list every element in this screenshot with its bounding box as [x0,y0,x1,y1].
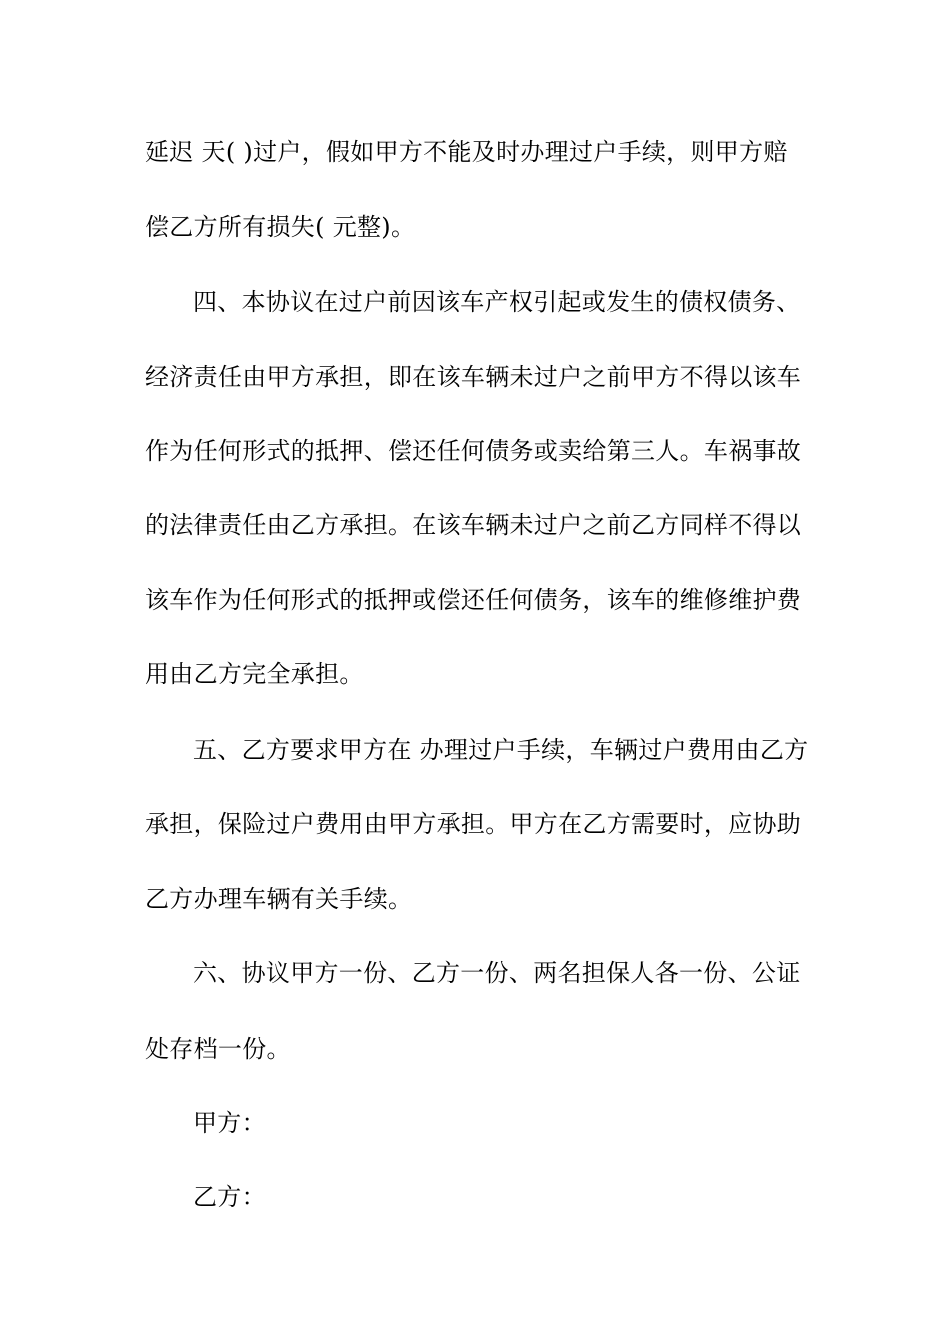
clause-four-line-2: 经济责任由甲方承担，即在该车辆未过户之前甲方不得以该车 [145,363,802,391]
clause-four-line-5: 该车作为任何形式的抵押或偿还任何债务，该车的维修维护费 [145,586,802,614]
clause-six-line-1: 六、协议甲方一份、乙方一份、两名担保人各一份、公证 [193,959,801,987]
clause-five-line-1: 五、乙方要求甲方在 办理过户手续，车辆过户费用由乙方 [193,736,809,764]
clause-five-line-3: 乙方办理车辆有关手续。 [145,885,413,913]
clause-four-line-3: 作为任何形式的抵押、偿还任何债务或卖给第三人。车祸事故 [145,437,802,465]
party-a-signature-label: 甲方： [193,1109,266,1137]
clause-four-line-4: 的法律责任由乙方承担。在该车辆未过户之前乙方同样不得以 [145,511,802,539]
text-line-2: 偿乙方所有损失( 元整)。 [145,213,416,241]
text-line-1: 延迟 天( )过户，假如甲方不能及时办理过户手续，则甲方赔 [145,138,788,166]
clause-five-line-2: 承担，保险过户费用由甲方承担。甲方在乙方需要时，应协助 [145,810,802,838]
clause-four-line-6: 用由乙方完全承担。 [145,660,364,688]
party-b-signature-label: 乙方： [193,1183,266,1211]
clause-six-line-2: 处存档一份。 [145,1035,291,1063]
clause-four-line-1: 四、本协议在过户前因该车产权引起或发生的债权债务、 [193,288,801,316]
